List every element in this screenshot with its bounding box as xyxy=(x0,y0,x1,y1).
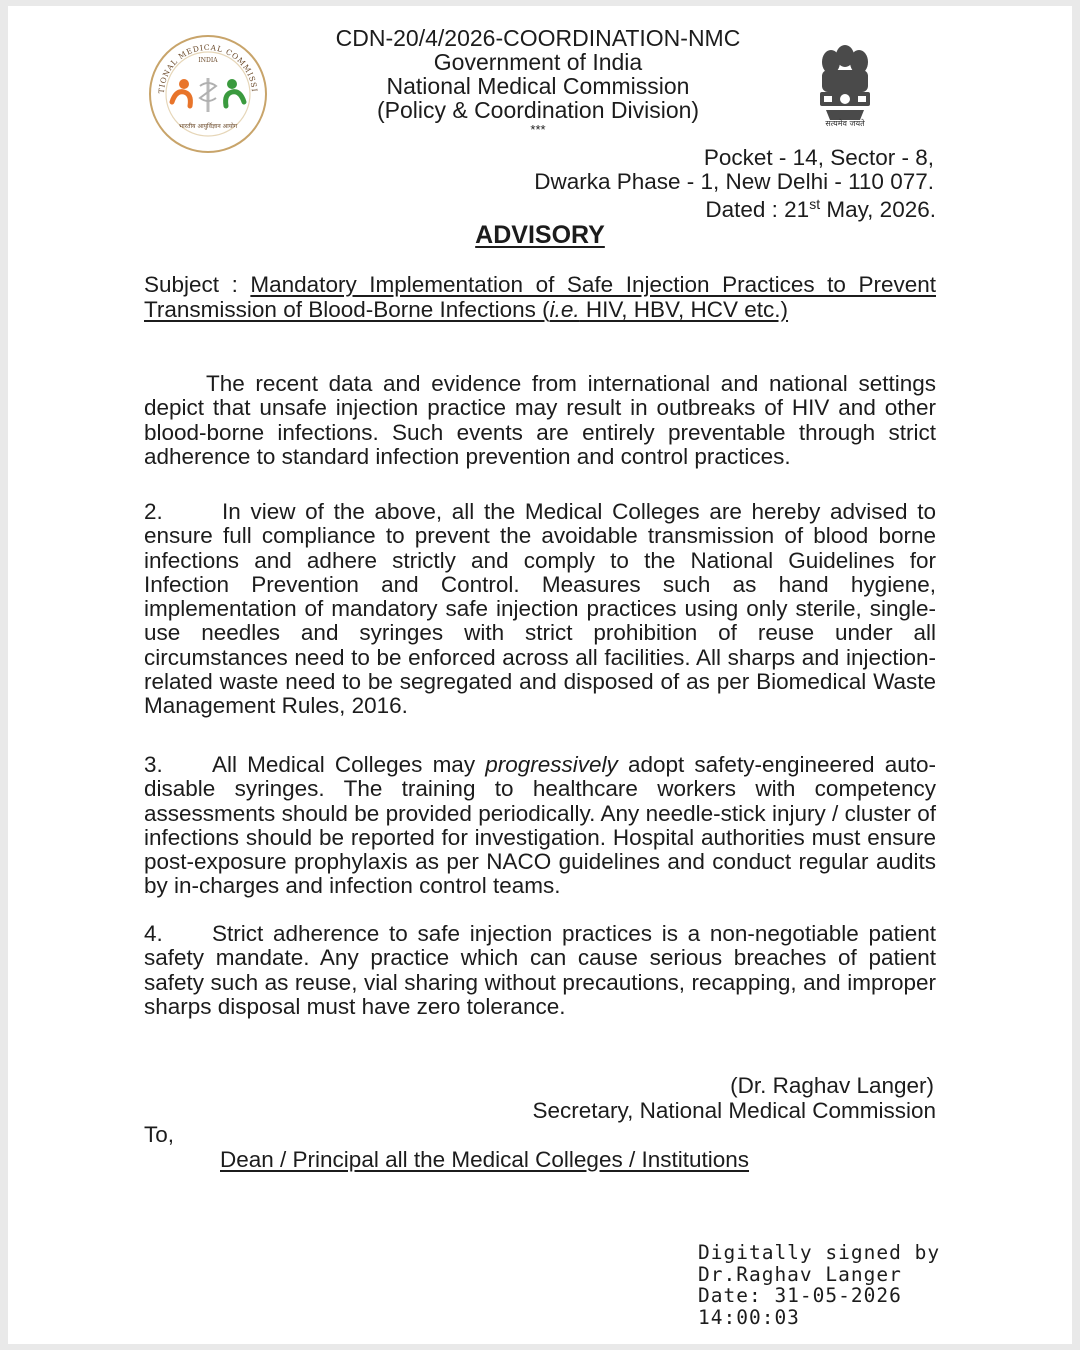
svg-text:भारतीय आयुर्विज्ञान आयोग: भारतीय आयुर्विज्ञान आयोग xyxy=(178,123,238,130)
signatory-name: (Dr. Raghav Langer) xyxy=(730,1073,934,1098)
organisation-name: National Medical Commission xyxy=(386,73,690,99)
address-line-2: Dwarka Phase - 1, New Delhi - 110 077. xyxy=(534,169,934,194)
address-line-1: Pocket - 14, Sector - 8, xyxy=(703,145,934,170)
paragraph-4: 4. Strict adherence to safe injection practices is a non-negotiable patient safety mandate. Any practice which can cause serious breaches of patient safety such as reuse, vial sharing without precautions, recapping, and improper sharps disposal must have zero tolerance. xyxy=(144,921,936,1019)
nmc-logo-icon xyxy=(146,32,270,156)
subject-label: Subject : xyxy=(144,272,251,297)
digital-signature-block xyxy=(698,1242,958,1328)
digital-signature-line-4: 14:00:03 xyxy=(698,1305,800,1329)
reference-number: CDN-20/4/2026-COORDINATION-NMC xyxy=(335,25,741,51)
document-title: ADVISORY xyxy=(475,221,605,249)
document-page xyxy=(8,6,1072,1344)
paragraph-3: 3. All Medical Colleges may progressively adopt safety-engineered auto-disable syringes. The training to healthcare workers with competency assessments should be provided periodically. Any needle-stick injury / cluster of infections should be reported for investigation. Hospital authorities must ensure post-exposure prophylaxis as per NACO guidelines and conduct regular audits by in-charges and infection control teams. xyxy=(144,752,936,899)
division-name: (Policy & Coordination Division) xyxy=(376,97,700,123)
emblem-motto: सत्यमेव जयते xyxy=(825,119,865,128)
svg-text:NATIONAL MEDICAL COMMISSION: TIONAL MEDICAL COMMISSI xyxy=(156,42,259,94)
digital-signature-line-2: Dr.Raghav Langer xyxy=(698,1262,902,1286)
svg-text:INDIA: INDIA xyxy=(198,57,218,64)
digital-signature-line-3: Date: 31-05-2026 xyxy=(698,1284,902,1307)
government-line: Government of India xyxy=(433,49,643,75)
recipient: Dean / Principal all the Medical Colleges / Institutions xyxy=(220,1147,750,1172)
separator-stars: *** xyxy=(530,122,546,137)
to-label: To, xyxy=(144,1122,175,1147)
subject-line-1: Mandatory Implementation of Safe Injection Practices to Prevent xyxy=(250,272,936,297)
digital-signature-line-1: Digitally signed by xyxy=(698,1241,941,1264)
paragraph-2: 2. In view of the above, all the Medical Colleges are hereby advised to ensure full compliance to prevent the avoidable transmission of blood borne infections and adhere strictly and comply to the National Guidelines for Infection Prevention and Control. Measures such as hand hygiene, implementation of mandatory safe injection practices using only sterile, single-use needles and syringes with strict prohibition of reuse under all circumstances need to be enforced across all facilities. All sharps and injection-related waste need to be segregated and disposed of as per Biomedical Waste Management Rules, 2016. xyxy=(144,499,936,719)
subject-block xyxy=(144,272,936,322)
signatory-designation: Secretary, National Medical Commission xyxy=(532,1098,936,1123)
subject-line-2: Transmission of Blood-Borne Infections (i.e. HIV, HBV, HCV etc.) xyxy=(144,297,789,322)
paragraph-1: The recent data and evidence from international and national settings depict that unsafe injection practice may result in outbreaks of HIV and other blood-borne infections. Such events are entirely preventable through strict adherence to standard infection prevention and control practices. xyxy=(144,371,936,469)
dated-line: Dated : 21st May, 2026. xyxy=(705,196,936,222)
